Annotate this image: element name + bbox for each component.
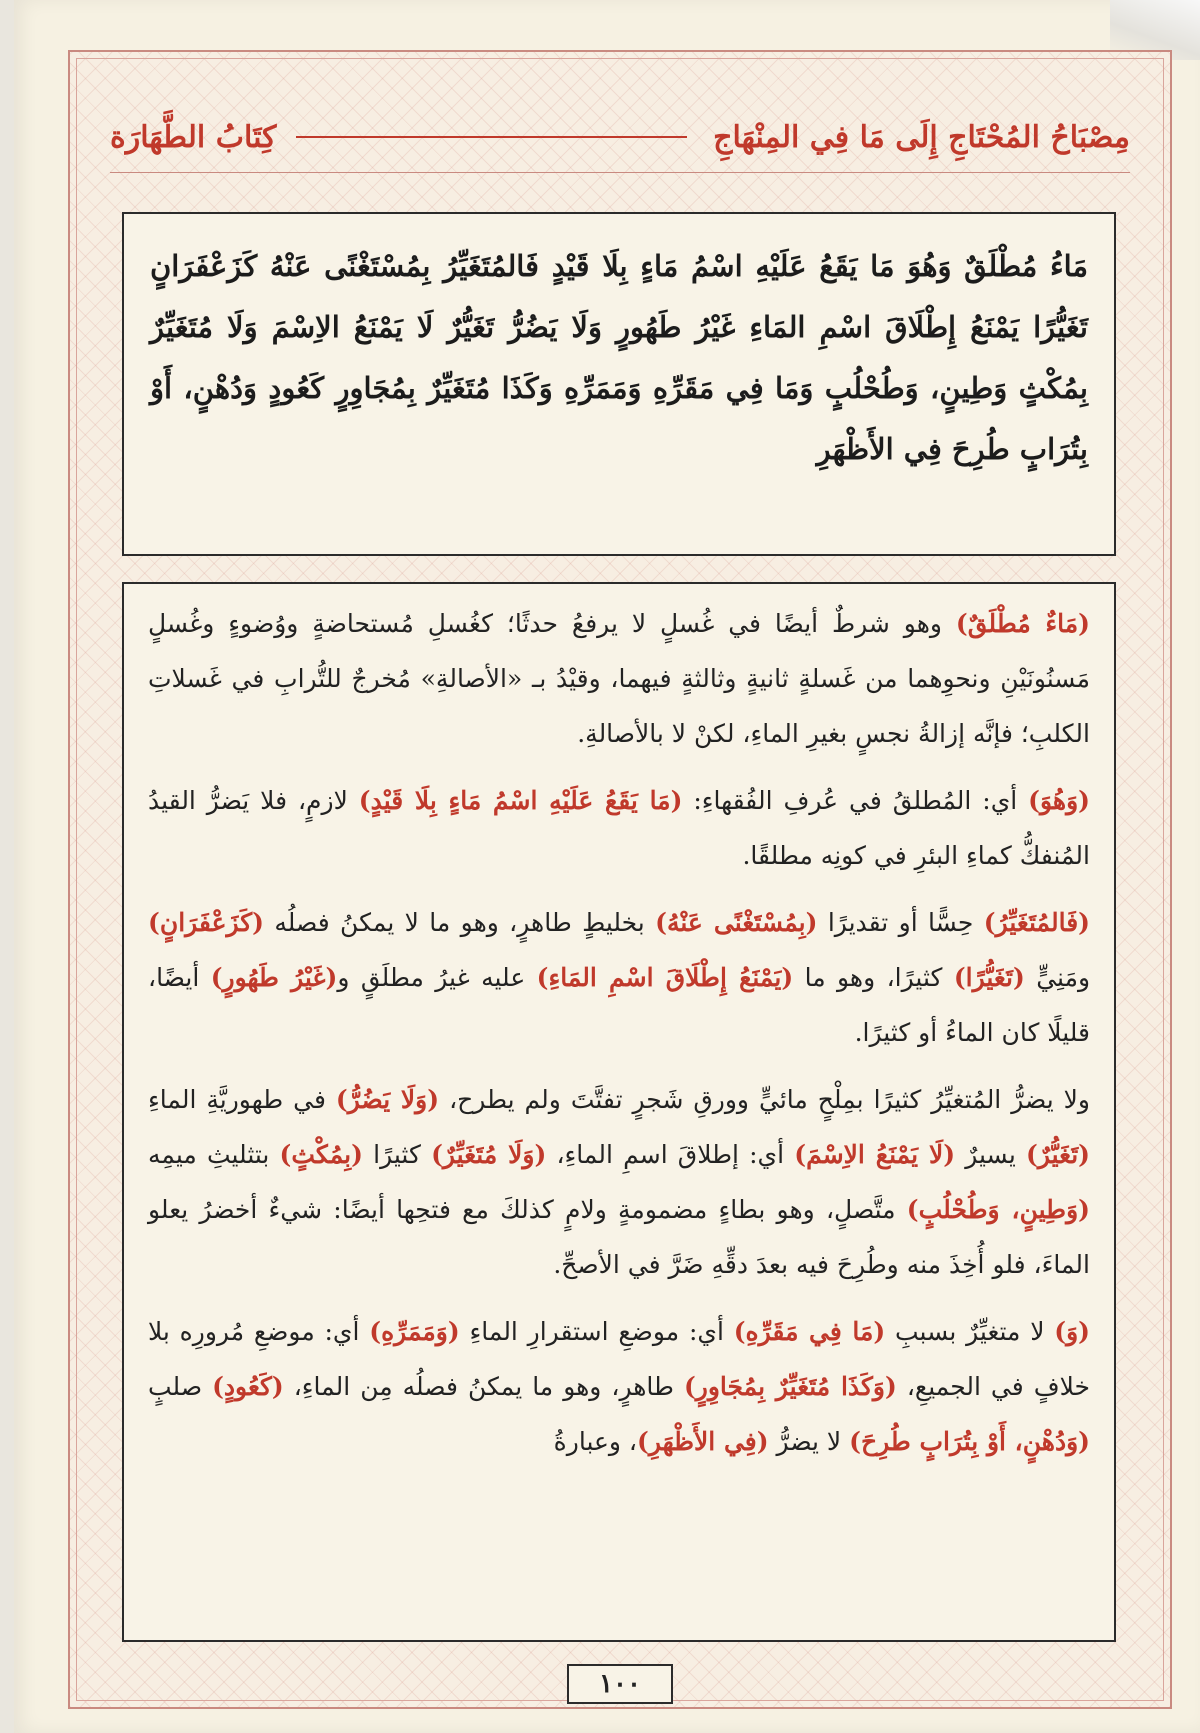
matn-quote: (وَهُوَ) bbox=[1028, 786, 1091, 815]
commentary-text: ، وعبارةُ bbox=[553, 1427, 637, 1456]
book-title: مِصْبَاحُ المُحْتَاجِ إِلَى مَا فِي المِنْهَاجِ bbox=[713, 119, 1130, 155]
matn-quote: (غَيْرُ طَهُورٍ) bbox=[210, 963, 338, 992]
matn-quote: (فِي الأَظْهَرِ) bbox=[637, 1427, 769, 1456]
commentary-text: بخليطٍ طاهرٍ، وهو ما لا يمكنُ فصلُه bbox=[264, 908, 656, 937]
header-rule bbox=[296, 136, 687, 138]
commentary-text: صلبٍ bbox=[148, 1372, 213, 1401]
book-page bbox=[14, 0, 1200, 1733]
matn-quote: (مَا يَقَعُ عَلَيْهِ اسْمُ مَاءٍ بِلَا قَيْدٍ) bbox=[358, 786, 683, 815]
commentary-text: وهو شرطٌ أيضًا في غُسلٍ لا يرفعُ حدثًا؛ كغُسلِ مُستحاضةٍ ووُضوءٍ وغُسلٍ مَسنُونَيْنِ ونحوِهما من غَسلةٍ ثانيةٍ وثالثةٍ فيهما، وقيْدُ بـ «الأصالةِ» مُخرجٌ للتُّرابِ في غَسلاتِ الكلبِ؛ فإنَّه إزالةُ نجسٍ بغيرِ الماءِ، لكنْ لا بالأصالةِ. bbox=[148, 609, 1090, 748]
matn-quote: (مَا فِي مَقَرِّهِ) bbox=[733, 1317, 886, 1346]
matn-quote: (يَمْنَعُ إِطْلَاقَ اسْمِ المَاءِ) bbox=[536, 963, 794, 992]
commentary-text: أي: موضعِ استقرارِ الماءِ bbox=[459, 1317, 734, 1346]
matn-quote: (وَلَا مُتَغَيِّرٌ) bbox=[431, 1140, 547, 1169]
commentary-text: ولا يضرُّ المُتغيِّرُ كثيرًا بمِلْحٍ مائيٍّ وورقِ شَجرٍ تفتَّتَ ولم يطرح، bbox=[439, 1085, 1090, 1114]
commentary-text: طاهرٍ، وهو ما يمكنُ فصلُه مِن الماءِ، bbox=[283, 1372, 684, 1401]
commentary-paragraph bbox=[148, 1304, 1090, 1469]
section-title: كِتَابُ الطَّهَارَة bbox=[110, 119, 277, 155]
matn-quote: (مَاءٌ مُطْلَقٌ) bbox=[955, 609, 1090, 638]
commentary-text: لا يضرُّ bbox=[768, 1427, 850, 1456]
page-number: ١٠٠ bbox=[567, 1664, 673, 1704]
commentary-text: ومَنِيٍّ bbox=[1024, 963, 1091, 992]
commentary-text: لازمٍ، فلا يَضرُّ القيدُ المُنفكُّ كماءِ البئرِ في كونِه مطلقًا. bbox=[148, 786, 1090, 870]
commentary-paragraph bbox=[148, 773, 1090, 883]
matn-quote: (وَدُهْنٍ، أَوْ بِتُرَابٍ طُرِحَ) bbox=[849, 1427, 1090, 1456]
matn-quote: (لَا يَمْنَعُ الاِسْمَ) bbox=[794, 1140, 956, 1169]
running-header bbox=[110, 107, 1130, 167]
matn-quote: (وَطِينٍ، وَطُحْلُبٍ) bbox=[906, 1195, 1090, 1224]
matn-text: مَاءُ مُطْلَقٌ وَهُوَ مَا يَقَعُ عَلَيْهِ اسْمُ مَاءٍ بِلَا قَيْدٍ فَالمُتَغَيِّرُ بِمُسْتَغْنًى عَنْهُ كَزَعْفَرَانٍ تَغَيُّرًا يَمْنَعُ إِطْلَاقَ اسْمِ المَاءِ غَيْرُ طَهُورٍ وَلَا يَضُرُّ تَغَيُّرٌ لَا يَمْنَعُ الاِسْمَ وَلَا مُتَغَيِّرٌ بِمُكْثٍ وَطِينٍ، وَطُحْلُبٍ وَمَا فِي مَقَرِّهِ وَمَمَرِّهِ وَكَذَا مُتَغَيِّرٌ بِمُجَاوِرٍ كَعُودٍ وَدُهْنٍ، أَوْ بِتُرَابٍ طُرِحَ فِي الأَظْهَرِ bbox=[150, 249, 1088, 466]
decorative-frame bbox=[68, 50, 1172, 1709]
commentary-paragraph bbox=[148, 1072, 1090, 1292]
matn-quote: (بِمُسْتَغْنًى عَنْهُ) bbox=[655, 908, 818, 937]
matn-quote: (وَكَذَا مُتَغَيِّرٌ بِمُجَاوِرٍ) bbox=[683, 1372, 897, 1401]
commentary-text: يسيرٌ bbox=[955, 1140, 1026, 1169]
commentary-text: أي: إطلاقَ اسمِ الماءِ، bbox=[546, 1140, 795, 1169]
matn-box bbox=[122, 212, 1116, 556]
commentary-text: متَّصلٍ، وهو بطاءٍ مضمومةٍ ولامٍ كذلكَ مع فتحِها أيضًا: شيءٌ أخضرُ يعلو الماءَ، فلو أُخِذَ منه وطُرِحَ فيه بعدَ دقِّهِ ضَرَّ في الأصحِّ. bbox=[148, 1195, 1090, 1279]
commentary-paragraphs bbox=[148, 596, 1090, 1469]
matn-quote: (فَالمُتَغَيِّرُ) bbox=[983, 908, 1090, 937]
commentary-paragraph bbox=[148, 895, 1090, 1060]
matn-quote: (بِمُكْثٍ) bbox=[279, 1140, 363, 1169]
commentary-text: حِسًّا أو تقديرًا bbox=[817, 908, 984, 937]
matn-quote: (وَمَمَرِّهِ) bbox=[369, 1317, 460, 1346]
matn-quote: (تَغَيُّرٌ) bbox=[1025, 1140, 1090, 1169]
commentary-text: أيضًا، قليلًا كان الماءُ أو كثيرًا. bbox=[148, 963, 1090, 1047]
commentary-text: كثيرًا bbox=[362, 1140, 432, 1169]
commentary-text: أي: المُطلقُ في عُرفِ الفُقهاءِ: bbox=[682, 786, 1029, 815]
commentary-text: أي: موضعِ مُرورِه بلا خلافٍ في الجميعِ، bbox=[148, 1317, 1090, 1401]
matn-quote: (تَغَيُّرًا) bbox=[953, 963, 1025, 992]
matn-quote: (كَزَعْفَرَانٍ) bbox=[148, 908, 265, 937]
matn-quote: (كَعُودٍ) bbox=[212, 1372, 284, 1401]
commentary-text: عليه غيرُ مطلَقٍ و bbox=[337, 963, 537, 992]
commentary-box bbox=[122, 582, 1116, 1642]
commentary-text: في طهوريَّةِ الماءِ bbox=[148, 1085, 336, 1114]
matn-quote: (وَ) bbox=[1054, 1317, 1091, 1346]
header-divider bbox=[110, 172, 1130, 173]
commentary-paragraph bbox=[148, 596, 1090, 761]
commentary-text: بتثليثِ ميمِه bbox=[148, 1140, 280, 1169]
commentary-text: كثيرًا، وهو ما bbox=[793, 963, 954, 992]
commentary-text: لا متغيِّرٌ بسببِ bbox=[885, 1317, 1055, 1346]
matn-quote: (وَلَا يَضُرُّ) bbox=[335, 1085, 440, 1114]
